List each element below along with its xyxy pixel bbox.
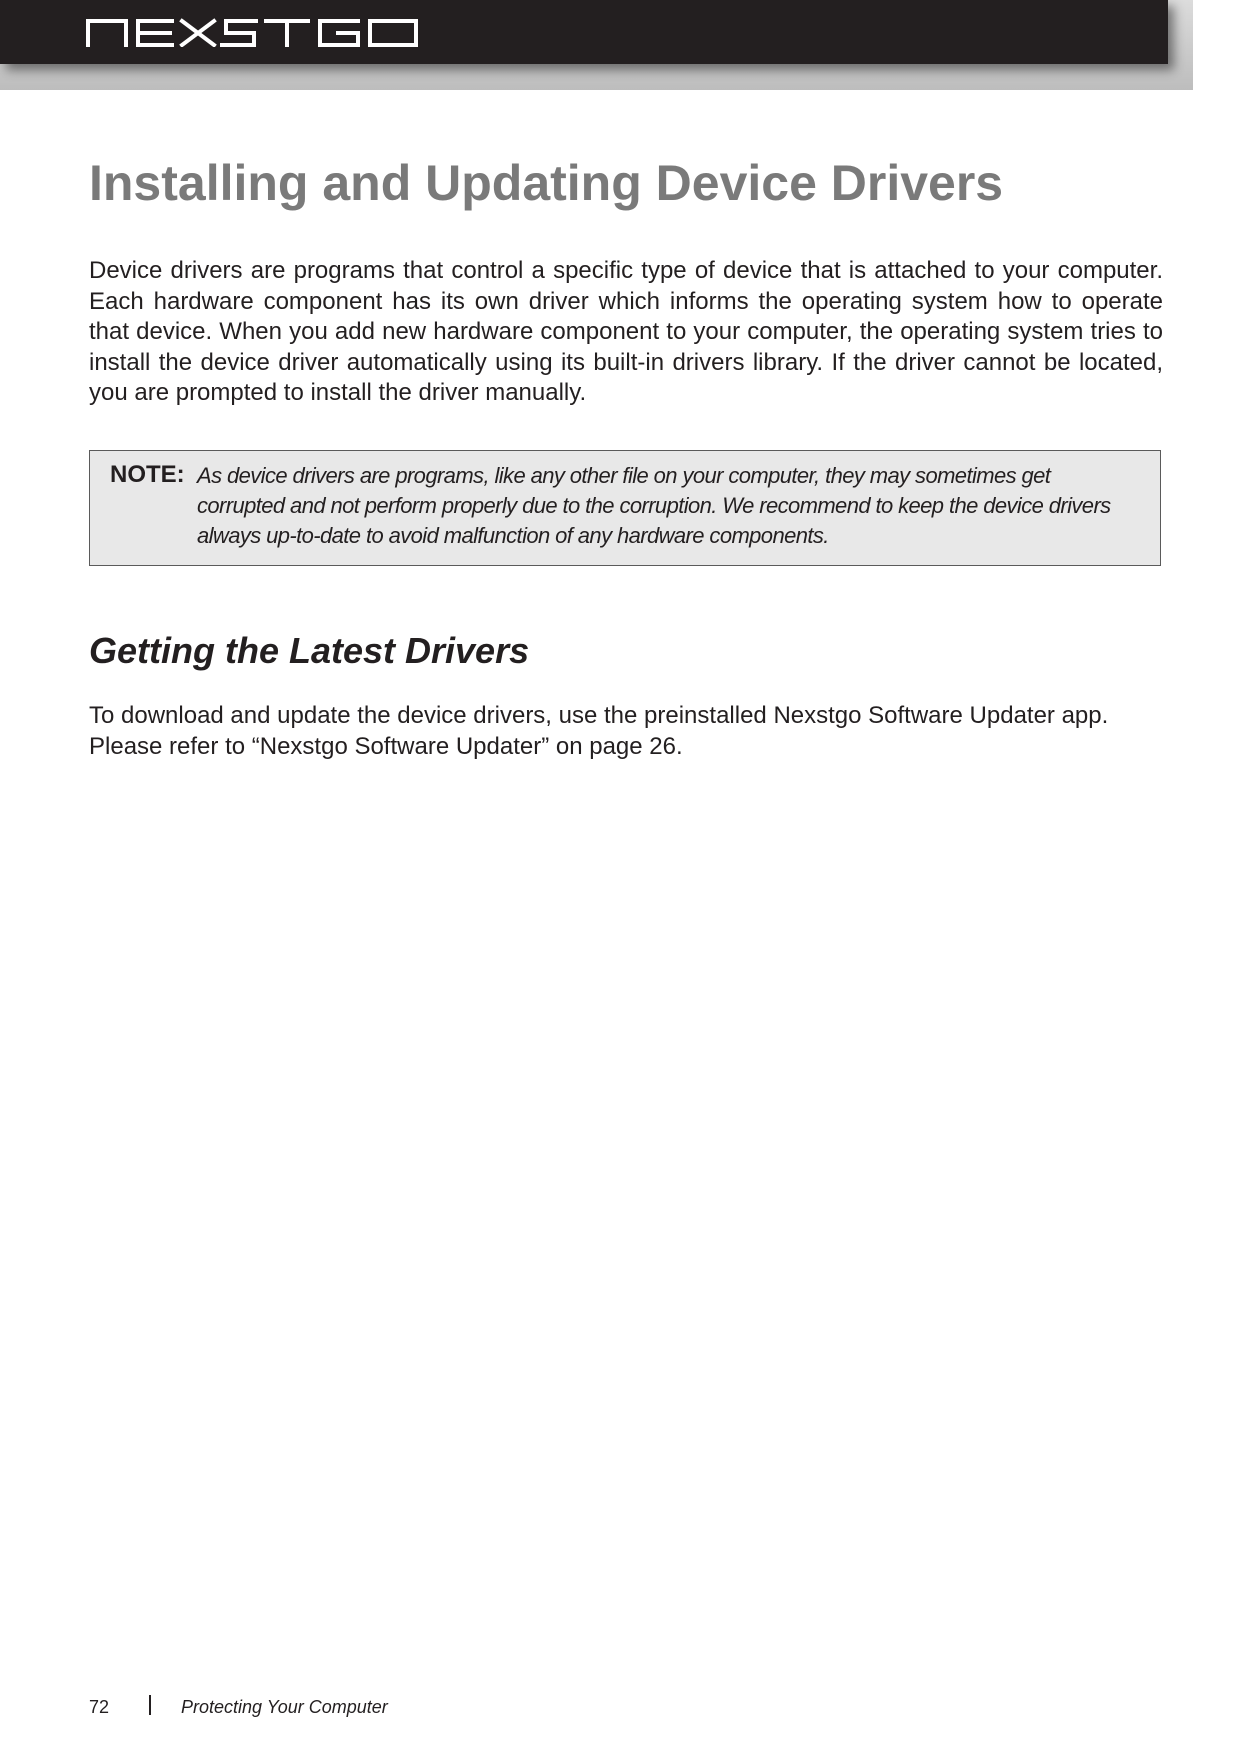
- page-title: Installing and Updating Device Drivers: [89, 155, 1004, 211]
- section-body: To download and update the device drivers, use the preinstalled Nexstgo Software Updater app. Please refer to “Nexstgo Software Updater” on page 26.: [89, 702, 1109, 760]
- nexstgo-logo: [86, 17, 452, 47]
- note-box: [89, 450, 1161, 566]
- footer-separator: [149, 1695, 151, 1715]
- header-bar: [0, 0, 1168, 64]
- footer-section-name: Protecting Your Computer: [181, 1697, 388, 1717]
- section-title: Getting the Latest Drivers: [89, 630, 530, 671]
- page-number: 72: [89, 1697, 110, 1717]
- note-text: As device drivers are programs, like any other file on your computer, they may sometimes get corrupted and not perform properly due to the corruption. We recommend to keep the device drivers always up-to-date to avoid malfunction of any hardware components.: [197, 463, 1111, 548]
- intro-paragraph: Device drivers are programs that control a specific type of device that is attached to your computer. Each hardware component has its own driver which informs the operating system how to operate that device. When you add new hardware component to your computer, the operating system tries to install the device driver automatically using its built-in drivers library. If the driver cannot be located, you are prompted to install the driver manually.: [89, 257, 1163, 406]
- note-label: NOTE:: [110, 461, 185, 488]
